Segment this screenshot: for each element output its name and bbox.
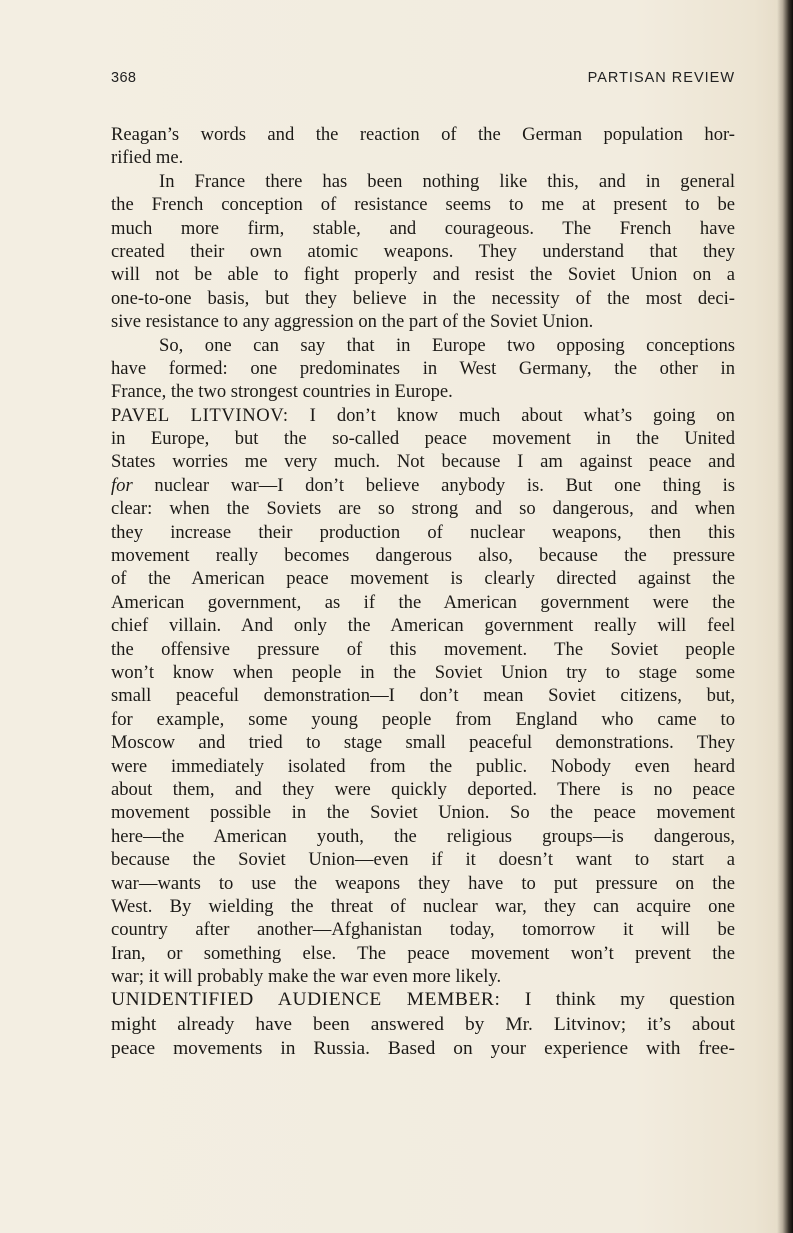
line-text: Moscow and tried to stage small peaceful demonstrations. They	[111, 732, 735, 754]
text-line	[111, 965, 735, 988]
line-text: small peaceful demonstration—I don’t mean Soviet citizens, but,	[111, 685, 735, 707]
text-line	[111, 825, 735, 848]
text-line	[111, 591, 735, 614]
text-line	[111, 146, 735, 169]
line-text: rified me.	[111, 147, 184, 169]
text-line	[111, 755, 735, 778]
line-text: peace movements in Russia. Based on your experience with free-	[111, 1038, 735, 1060]
text-line	[111, 380, 735, 403]
text-line	[111, 193, 735, 216]
line-text: Reagan’s words and the reaction of the German population hor-	[111, 124, 735, 145]
speaker-name: PAVEL LITVINOV:	[111, 404, 289, 426]
line-text: States worries me very much. Not because I am against peace and	[111, 451, 735, 473]
line-text: American government, as if the American government were the	[111, 591, 735, 613]
italic-word: for	[111, 474, 133, 496]
text-line	[111, 474, 735, 497]
text-line	[111, 614, 735, 637]
page-header	[111, 70, 735, 90]
line-text: Iran, or something else. The peace movement won’t prevent the	[111, 942, 735, 964]
line-text: here—the American youth, the religious groups—is dangerous,	[111, 825, 735, 847]
text-line	[111, 567, 735, 590]
line-text: the French conception of resistance seems to me at present to be	[111, 194, 735, 216]
line-text: country after another—Afghanistan today, tomorrow it will be	[111, 919, 735, 941]
text-line	[111, 801, 735, 824]
text-line	[111, 778, 735, 801]
text-line	[111, 287, 735, 310]
text-line	[111, 848, 735, 871]
text-line	[111, 942, 735, 965]
text-line	[111, 731, 735, 754]
line-text: movement really becomes dangerous also, because the pressure	[111, 545, 735, 567]
text-line	[111, 427, 735, 450]
page-edge-shadow	[777, 0, 793, 1233]
line-text: won’t know when people in the Soviet Union try to stage some	[111, 661, 735, 683]
line-text: I think my question	[500, 989, 735, 1011]
line-text: I don’t know much about what’s going on	[288, 404, 735, 426]
line-text: West. By wielding the threat of nuclear war, they can acquire one	[111, 895, 735, 917]
text-line	[111, 263, 735, 286]
text-line	[111, 544, 735, 567]
line-text: chief villain. And only the American government really will feel	[111, 615, 735, 637]
line-text: war; it will probably make the war even more likely.	[111, 966, 502, 988]
text-line	[111, 895, 735, 918]
text-line	[111, 638, 735, 661]
line-text: will not be able to fight properly and resist the Soviet Union on a	[111, 264, 735, 286]
line-text: they increase their production of nuclear weapons, then this	[111, 521, 735, 543]
text-line	[111, 684, 735, 707]
text-line	[111, 988, 735, 1012]
body-text	[111, 123, 735, 1062]
line-text: nuclear war—I don’t believe anybody is. But one thing is	[132, 474, 735, 496]
line-text: one-to-one basis, but they believe in the necessity of the most deci-	[111, 287, 735, 309]
line-text: might already have been answered by Mr. Litvinov; it’s about	[111, 1013, 735, 1035]
line-text: the offensive pressure of this movement. The Soviet people	[111, 638, 735, 660]
text-line	[111, 310, 735, 333]
line-text: have formed: one predominates in West Germany, the other in	[111, 357, 735, 379]
text-line	[111, 123, 735, 146]
running-title: PARTISAN REVIEW	[587, 70, 735, 86]
line-text: were immediately isolated from the public. Nobody even heard	[111, 755, 735, 777]
line-text: much more firm, stable, and courageous. The French have	[111, 217, 735, 239]
line-text: In France there has been nothing like this, and in general	[159, 170, 735, 192]
text-line	[111, 217, 735, 240]
text-line	[111, 334, 735, 357]
line-text: war—wants to use the weapons they have to put pressure on the	[111, 872, 735, 894]
text-line	[111, 1013, 735, 1037]
line-text: in Europe, but the so-called peace movement in the United	[111, 428, 735, 450]
line-text: for example, some young people from England who came to	[111, 708, 735, 730]
text-line	[111, 404, 735, 427]
text-line	[111, 497, 735, 520]
text-line	[111, 450, 735, 473]
page-number: 368	[111, 70, 137, 86]
text-line	[111, 918, 735, 941]
text-line	[111, 170, 735, 193]
line-text: because the Soviet Union—even if it doesn’t want to start a	[111, 849, 735, 871]
text-line	[111, 661, 735, 684]
line-text: movement possible in the Soviet Union. So the peace movement	[111, 802, 735, 824]
line-text: about them, and they were quickly deported. There is no peace	[111, 778, 735, 800]
line-text: created their own atomic weapons. They understand that they	[111, 240, 735, 262]
text-line	[111, 357, 735, 380]
text-line	[111, 708, 735, 731]
line-text: sive resistance to any aggression on the part of the Soviet Union.	[111, 311, 594, 333]
line-text: So, one can say that in Europe two opposing conceptions	[159, 334, 735, 356]
line-text: of the American peace movement is clearly directed against the	[111, 568, 735, 590]
text-line	[111, 521, 735, 544]
text-line	[111, 872, 735, 895]
line-text: clear: when the Soviets are so strong and so dangerous, and when	[111, 498, 735, 520]
text-line	[111, 1037, 735, 1061]
text-line	[111, 240, 735, 263]
line-text: France, the two strongest countries in Europe.	[111, 381, 453, 403]
speaker-name: UNIDENTIFIED AUDIENCE MEMBER:	[111, 989, 501, 1011]
